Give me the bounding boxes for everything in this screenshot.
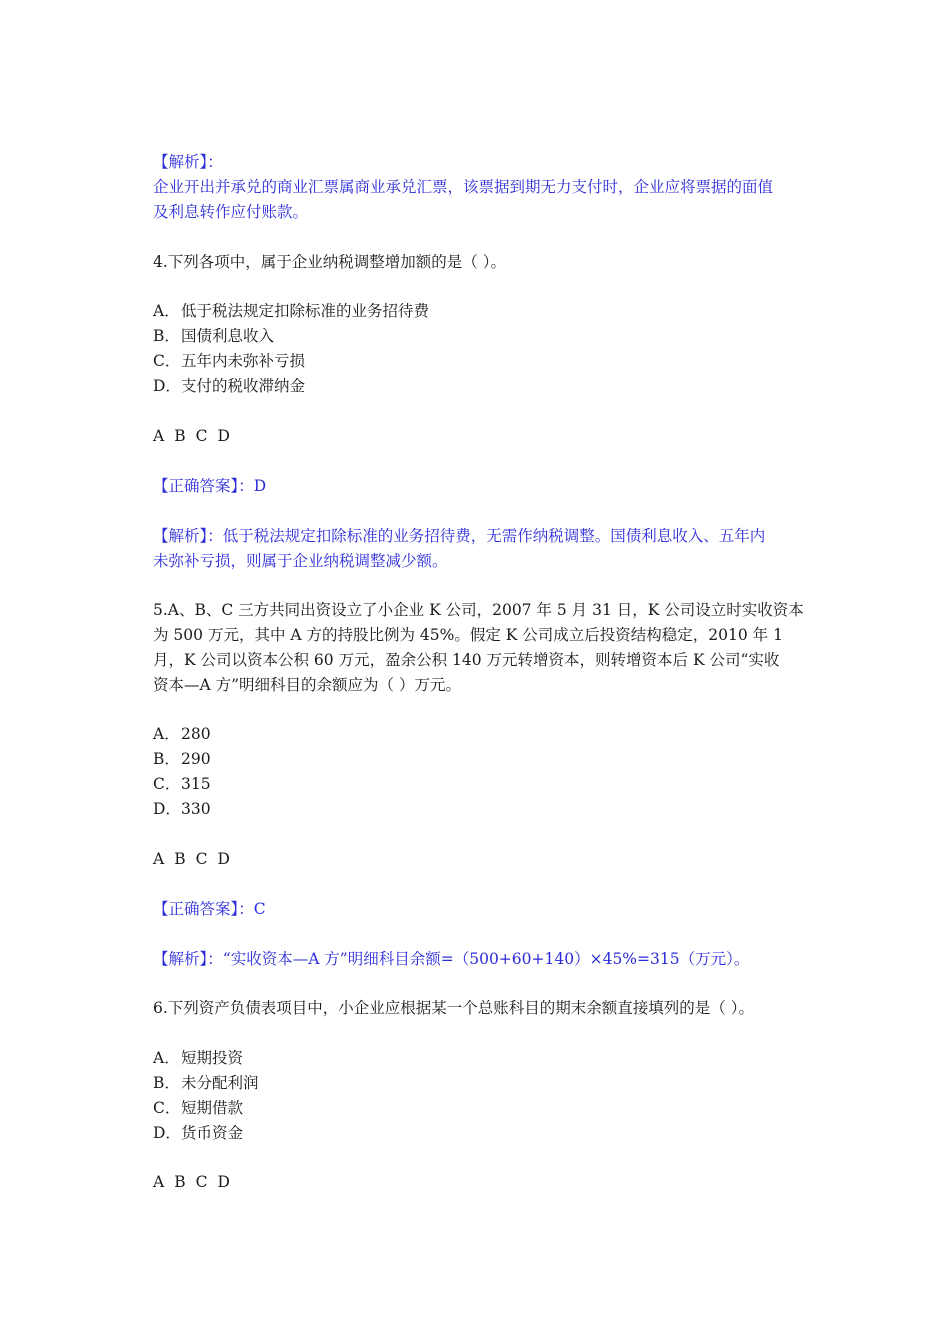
option-letter: C．: [153, 352, 181, 370]
choice-b[interactable]: B: [174, 1173, 186, 1191]
q5-analysis: [153, 947, 749, 972]
q6-option-a: [153, 1046, 243, 1071]
analysis-label: 【解析】：: [153, 950, 223, 968]
option-letter: C．: [153, 1099, 181, 1117]
option-text: 支付的税收滞纳金: [181, 377, 306, 395]
analysis-text: 低于税法规定扣除标准的业务招待费，无需作纳税调整。国债利息收入、五年内: [222, 527, 766, 545]
option-text: 280: [181, 725, 211, 743]
option-text: 短期投资: [181, 1049, 244, 1067]
option-letter: D．: [153, 800, 181, 818]
q4-stem: 4.下列各项中，属于企业纳税调整增加额的是（ ）。: [153, 253, 506, 271]
option-letter: A．: [153, 302, 180, 320]
q5-option-b: [153, 747, 211, 772]
q5-answer: [153, 897, 266, 922]
option-text: 330: [181, 800, 211, 818]
q3-analysis-line-2: 及利息转作应付账款。: [153, 203, 309, 221]
option-text: 290: [181, 750, 211, 768]
q4-option-d: [153, 374, 305, 399]
choice-a[interactable]: A: [153, 1173, 165, 1191]
option-text: 315: [181, 775, 211, 793]
analysis-text: “实收资本—A 方”明细科目余额=（500+60+140）×45%=315（万元）。: [222, 950, 750, 968]
option-letter: B．: [153, 1074, 180, 1092]
q5-stem-line-2: 为 500 万元，其中 A 方的持股比例为 45%。假定 K 公司成立后投资结构稳定，2010 年 1: [153, 626, 783, 644]
q4-option-b: [153, 324, 274, 349]
q5-option-c: [153, 772, 211, 797]
option-letter: A．: [153, 725, 180, 743]
q4-option-c: [153, 349, 305, 374]
option-letter: D．: [153, 377, 181, 395]
q6-option-c: [153, 1096, 243, 1121]
q5-stem-line-4: 资本—A 方”明细科目的余额应为（ ）万元。: [153, 676, 461, 694]
choice-d[interactable]: D: [217, 427, 230, 445]
option-text: 五年内未弥补亏损: [181, 352, 306, 370]
option-text: 国债利息收入: [181, 327, 275, 345]
analysis-label: 【解析】：: [153, 527, 223, 545]
q6-option-d: [153, 1121, 243, 1146]
q4-analysis-line-1: [153, 524, 765, 549]
q5-stem-line-3: 月，K 公司以资本公积 60 万元，盈余公积 140 万元转增资本，则转增资本后 K 公司“实收: [153, 651, 780, 669]
answer-value: D: [253, 477, 267, 495]
option-letter: B．: [153, 327, 180, 345]
choice-c[interactable]: C: [195, 850, 208, 868]
choice-c[interactable]: C: [195, 427, 208, 445]
q6-stem: 6.下列资产负债表项目中，小企业应根据某一个总账科目的期末余额直接填列的是（ ）。: [153, 999, 754, 1017]
q6-option-b: [153, 1071, 259, 1096]
choice-a[interactable]: A: [153, 850, 165, 868]
option-letter: A．: [153, 1049, 180, 1067]
q4-analysis-line-2: 未弥补亏损，则属于企业纳税调整减少额。: [153, 552, 448, 570]
answer-label: 【正确答案】：: [153, 477, 254, 495]
choice-c[interactable]: C: [195, 1173, 208, 1191]
choice-b[interactable]: B: [174, 427, 186, 445]
q5-option-a: [153, 722, 211, 747]
q4-answer: [153, 474, 266, 499]
q5-stem-line-1: 5.A、B、C 三方共同出资设立了小企业 K 公司，2007 年 5 月 31 日，K 公司设立时实收资本: [153, 601, 804, 619]
q4-option-a: [153, 299, 429, 324]
q4-choices: [153, 424, 240, 449]
option-text: 短期借款: [181, 1099, 244, 1117]
q5-option-d: [153, 797, 211, 822]
option-letter: B．: [153, 750, 180, 768]
q6-choices: [153, 1170, 240, 1195]
answer-value: C: [253, 900, 266, 918]
choice-a[interactable]: A: [153, 427, 165, 445]
option-letter: C．: [153, 775, 181, 793]
option-text: 低于税法规定扣除标准的业务招待费: [181, 302, 430, 320]
option-letter: D．: [153, 1124, 181, 1142]
q5-choices: [153, 847, 240, 872]
q3-analysis-line-1: 企业开出并承兑的商业汇票属商业承兑汇票，该票据到期无力支付时，企业应将票据的面值: [153, 178, 774, 196]
q3-analysis-label: 【解析】：: [153, 153, 223, 171]
answer-label: 【正确答案】：: [153, 900, 254, 918]
choice-d[interactable]: D: [217, 1173, 230, 1191]
option-text: 未分配利润: [181, 1074, 259, 1092]
option-text: 货币资金: [181, 1124, 244, 1142]
choice-b[interactable]: B: [174, 850, 186, 868]
choice-d[interactable]: D: [217, 850, 230, 868]
